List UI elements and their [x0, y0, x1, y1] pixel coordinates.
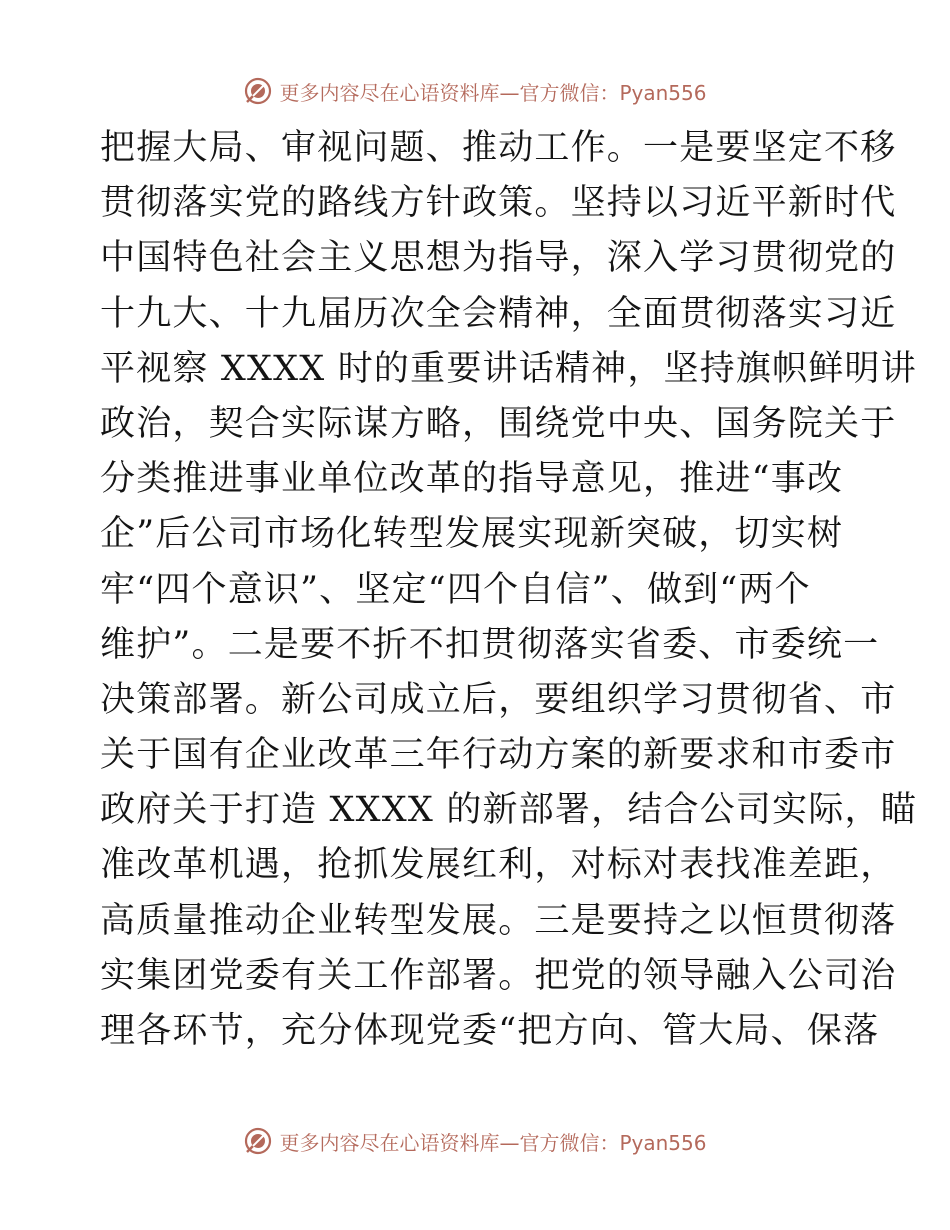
pen-nib-logo-icon [243, 76, 273, 106]
document-body [100, 121, 917, 1059]
watermark-text: 更多内容尽在心语资料库—官方微信：Pyan556 [279, 1130, 707, 1155]
text-line: 准改革机遇，抢抓发展红利，对标对表找准差距， [100, 845, 897, 886]
text-line: 决策部署。新公司成立后，要组织学习贯彻省、市 [100, 679, 897, 720]
text-line: 政治，契合实际谋方略，围绕党中央、国务院关于 [100, 403, 897, 444]
text-line: 贯彻落实党的路线方针政策。坚持以习近平新时代 [100, 183, 897, 224]
text-line: 平视察 XXXX 时的重要讲话精神，坚持旗帜鲜明讲 [100, 348, 917, 389]
text-line: 高质量推动企业转型发展。三是要持之以恒贯彻落 [100, 900, 897, 941]
text-line: 政府关于打造 XXXX 的新部署，结合公司实际，瞄 [100, 790, 917, 831]
watermark-text: 更多内容尽在心语资料库—官方微信：Pyan556 [279, 80, 707, 105]
text-line: 理各环节，充分体现党委“把方向、管大局、保落 [100, 1011, 880, 1051]
header-watermark [0, 74, 950, 108]
text-line: 关于国有企业改革三年行动方案的新要求和市委市 [100, 735, 897, 776]
text-line: 企”后公司市场化转型发展实现新突破，切实树 [100, 514, 844, 555]
footer-watermark [0, 1124, 950, 1158]
pen-nib-logo-icon [243, 1126, 273, 1156]
text-line: 中国特色社会主义思想为指导，深入学习贯彻党的 [100, 238, 897, 279]
text-line: 分类推进事业单位改革的指导意见，推进“事改 [100, 459, 844, 500]
text-line: 维护”。二是要不折不扣贯彻落实省委、市委统一 [100, 624, 880, 665]
text-line: 把握大局、审视问题、推动工作。一是要坚定不移 [100, 128, 897, 168]
text-line: 实集团党委有关工作部署。把党的领导融入公司治 [100, 955, 897, 996]
text-line: 十九大、十九届历次全会精神，全面贯彻落实习近 [100, 293, 897, 334]
text-line: 牢“四个意识”、坚定“四个自信”、做到“两个 [100, 569, 811, 610]
